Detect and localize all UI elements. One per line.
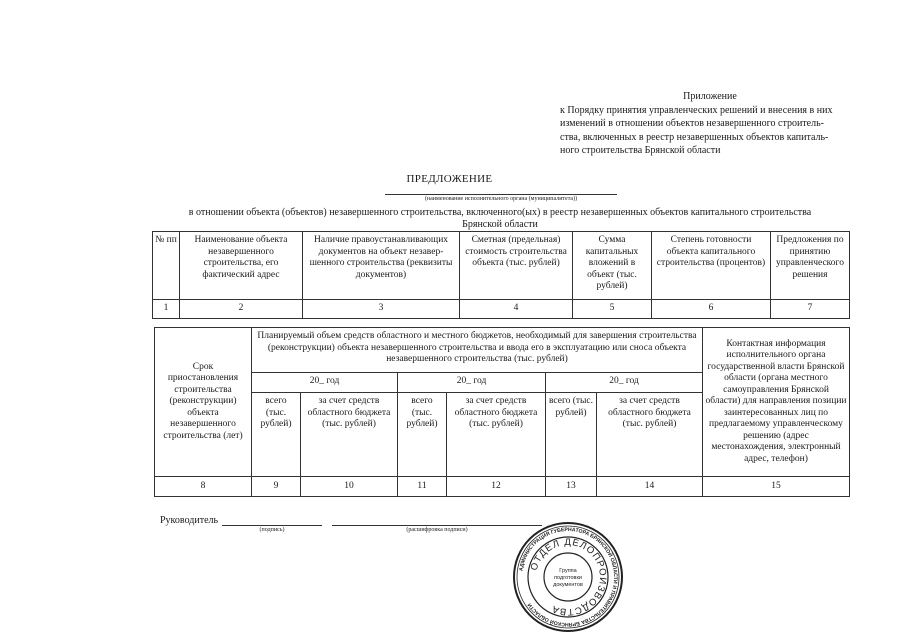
number-cell: 13 bbox=[546, 477, 597, 497]
number-cell: 5 bbox=[573, 300, 652, 319]
header-cell: Предложения по принятию управленческого решения bbox=[771, 232, 850, 300]
number-cell: 11 bbox=[398, 477, 447, 497]
proposal-table-1 bbox=[152, 231, 850, 319]
number-cell: 3 bbox=[303, 300, 460, 319]
number-cell: 12 bbox=[447, 477, 546, 497]
table-header-row bbox=[155, 328, 850, 373]
appendix-line: ства, включенных в реестр незавершенных объектов капиталь- bbox=[560, 131, 829, 143]
header-cell: № пп bbox=[153, 232, 180, 300]
number-cell: 10 bbox=[301, 477, 398, 497]
signature-caption: (подпись) bbox=[259, 527, 285, 533]
table-header-row bbox=[153, 232, 850, 300]
header-cell: Наличие правоустанавливающих документов на объект незавер-шенного строительства (реквизиты документов) bbox=[303, 232, 460, 300]
total-cell: всего (тыс. рублей) bbox=[546, 393, 597, 477]
proposal-table-2 bbox=[154, 327, 850, 497]
number-cell: 15 bbox=[703, 477, 850, 497]
org-name-line bbox=[385, 194, 617, 195]
total-cell: всего (тыс. рублей) bbox=[252, 393, 301, 477]
appendix-line: изменений в отношении объектов незавершенного строитель- bbox=[560, 118, 824, 129]
org-name-caption: (наименование исполнительного органа (муниципалитета)) bbox=[424, 196, 578, 202]
total-cell: всего (тыс. рублей) bbox=[398, 393, 447, 477]
number-cell: 1 bbox=[153, 300, 180, 319]
number-cell: 14 bbox=[597, 477, 703, 497]
header-cell-contact: Контактная информация исполнительного органа государственной власти Брянской области (органа местного самоуправления Брянской области) для направления позиции заинтересованных лиц по предлагаемому управленческому решению (адрес местонахождения, электронный адрес, телефон) bbox=[703, 328, 850, 477]
regional-cell: за счет средств областного бюджета (тыс. рублей) bbox=[597, 393, 703, 477]
subject-text bbox=[160, 207, 840, 231]
appendix-line: ного строительства Брянской области bbox=[560, 145, 721, 156]
stamp-outer-path: АДМИНИСТРАЦИЯ ГУБЕРНАТОРА БРЯНСКОЙ ОБЛАСТИ И ПРАВИТЕЛЬСТВА БРЯНСКОЙ ОБЛАСТИ bbox=[518, 526, 619, 628]
number-cell: 2 bbox=[180, 300, 303, 319]
stamp-center-line: документов bbox=[553, 582, 583, 588]
stamp-center-line: Группа bbox=[559, 568, 577, 574]
header-cell-term: Срок приостановления строительства (реконструкции) объекта незавершенного строительства (лет) bbox=[155, 328, 252, 477]
document-title: ПРЕДЛОЖЕНИЕ bbox=[406, 173, 493, 185]
signature-line bbox=[222, 525, 322, 526]
year-cell: 20_ год bbox=[546, 373, 703, 393]
number-cell: 8 bbox=[155, 477, 252, 497]
header-cell: Степень готовности объекта капитального строительства (процентов) bbox=[652, 232, 771, 300]
number-cell: 7 bbox=[771, 300, 850, 319]
header-cell: Сметная (предельная) стоимость строительства объекта (тыс. рублей) bbox=[460, 232, 573, 300]
table-number-row bbox=[153, 300, 850, 319]
stamp-ring-path: ОТДЕЛ ДЕЛОПРОИЗВОДСТВА bbox=[528, 536, 609, 618]
appendix-line: к Порядку принятия управленческих решений и внесения в них bbox=[560, 104, 833, 116]
header-cell: Наименование объекта незавершенного строительства, его фактический адрес bbox=[180, 232, 303, 300]
regional-cell: за счет средств областного бюджета (тыс. рублей) bbox=[301, 393, 398, 477]
appendix-title: Приложение bbox=[683, 91, 737, 102]
decoding-line bbox=[332, 525, 542, 526]
number-cell: 9 bbox=[252, 477, 301, 497]
decoding-caption: (расшифровка подписи) bbox=[406, 527, 468, 533]
head-label: Руководитель bbox=[160, 515, 219, 526]
table-number-row bbox=[155, 477, 850, 497]
regional-cell: за счет средств областного бюджета (тыс. рублей) bbox=[447, 393, 546, 477]
year-cell: 20_ год bbox=[398, 373, 546, 393]
number-cell: 6 bbox=[652, 300, 771, 319]
stamp-center-line: подготовки bbox=[554, 575, 582, 581]
subject-line: в отношении объекта (объектов) незавершенного строительства, включенного(ых) в реестр незавершенных объектов капитального строительства bbox=[188, 207, 812, 218]
office-stamp bbox=[512, 521, 624, 633]
header-cell-planned: Планируемый объем средств областного и местного бюджетов, необходимый для завершения строительства (реконструкции) объекта незавершенного строительства и ввода его в эксплуатацию или сноса объекта незавершенного строительства (тыс. рублей) bbox=[252, 328, 703, 373]
header-cell: Сумма капитальных вложений в объект (тыс. рублей) bbox=[573, 232, 652, 300]
appendix-header bbox=[560, 90, 860, 158]
subject-line: Брянской области bbox=[462, 219, 538, 230]
year-cell: 20_ год bbox=[252, 373, 398, 393]
number-cell: 4 bbox=[460, 300, 573, 319]
